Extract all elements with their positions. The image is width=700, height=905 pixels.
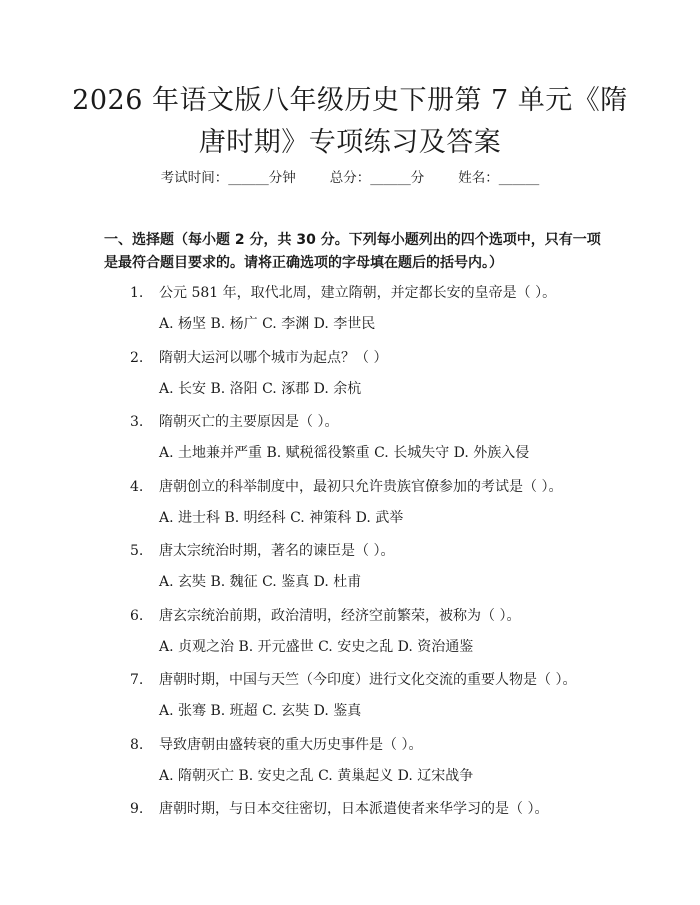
question-number: 8. — [130, 736, 144, 753]
question-number: 7. — [130, 672, 144, 688]
question-options: A. 玄奘 B. 魏征 C. 鉴真 D. 杜甫 — [159, 574, 362, 590]
question-stem: 唐玄宗统治前期，政治清明，经济空前繁荣，被称为（ ）。 — [159, 607, 521, 624]
question-number: 2. — [130, 349, 144, 366]
question-item — [0, 605, 700, 670]
question-item — [0, 282, 700, 347]
question-options: A. 长安 B. 洛阳 C. 涿郡 D. 余杭 — [159, 380, 362, 397]
question-options: A. 土地兼并严重 B. 赋税徭役繁重 C. 长城失守 D. 外族入侵 — [159, 445, 530, 461]
question-stem: 唐太宗统治时期，著名的谏臣是（ ）。 — [159, 543, 395, 559]
question-number: 6. — [130, 607, 144, 624]
question-stem: 唐朝时期，与日本交往密切，日本派遣使者来华学习的是（ ）。 — [159, 801, 549, 817]
document-title — [60, 80, 640, 164]
question-item — [0, 347, 700, 412]
total-score-field: 总分：______分 — [329, 170, 425, 186]
question-item — [0, 476, 700, 541]
question-list — [0, 282, 700, 863]
question-item — [0, 734, 700, 799]
question-stem: 导致唐朝由盛转衰的重大历史事件是（ ）。 — [159, 736, 423, 753]
question-number: 3. — [130, 414, 144, 430]
question-number: 5. — [130, 543, 144, 559]
question-item — [0, 411, 700, 476]
question-options: A. 贞观之治 B. 开元盛世 C. 安史之乱 D. 资治通鉴 — [159, 638, 474, 655]
title-line-1: 2026 年语文版八年级历史下册第 7 单元《隋 — [72, 85, 628, 116]
question-stem: 公元 581 年，取代北周，建立隋朝，并定都长安的皇帝是（ ）。 — [159, 285, 557, 301]
question-item — [0, 798, 700, 863]
question-stem: 隋朝大运河以哪个城市为起点？（ ） — [159, 349, 388, 366]
question-stem: 隋朝灭亡的主要原因是（ ）。 — [159, 414, 339, 430]
exam-time-field: 考试时间：______分钟 — [160, 170, 296, 186]
question-options: A. 隋朝灭亡 B. 安史之乱 C. 黄巢起义 D. 辽宋战争 — [159, 767, 474, 784]
question-options: A. 杨坚 B. 杨广 C. 李渊 D. 李世民 — [159, 316, 376, 332]
question-number: 4. — [130, 478, 144, 495]
question-options: A. 张骞 B. 班超 C. 玄奘 D. 鉴真 — [159, 703, 362, 719]
question-options: A. 进士科 B. 明经科 C. 神策科 D. 武举 — [159, 509, 404, 526]
title-line-2: 唐时期》专项练习及答案 — [198, 127, 502, 158]
question-number: 1. — [130, 285, 144, 301]
exam-info-line — [0, 168, 700, 188]
section-heading: 一、选择题（每小题 2 分，共 30 分。下列每小题列出的四个选项中，只有一项是最符合题目要求的。请将正确选项的字母填在题后的括号内。） — [104, 232, 601, 271]
question-item — [0, 540, 700, 605]
name-field: 姓名：______ — [458, 170, 540, 186]
question-stem: 唐朝创立的科举制度中，最初只允许贵族官僚参加的考试是（ ）。 — [159, 478, 563, 495]
question-item — [0, 669, 700, 734]
question-stem: 唐朝时期，中国与天竺（今印度）进行文化交流的重要人物是（ ）。 — [159, 672, 577, 688]
question-number: 9. — [130, 801, 144, 817]
